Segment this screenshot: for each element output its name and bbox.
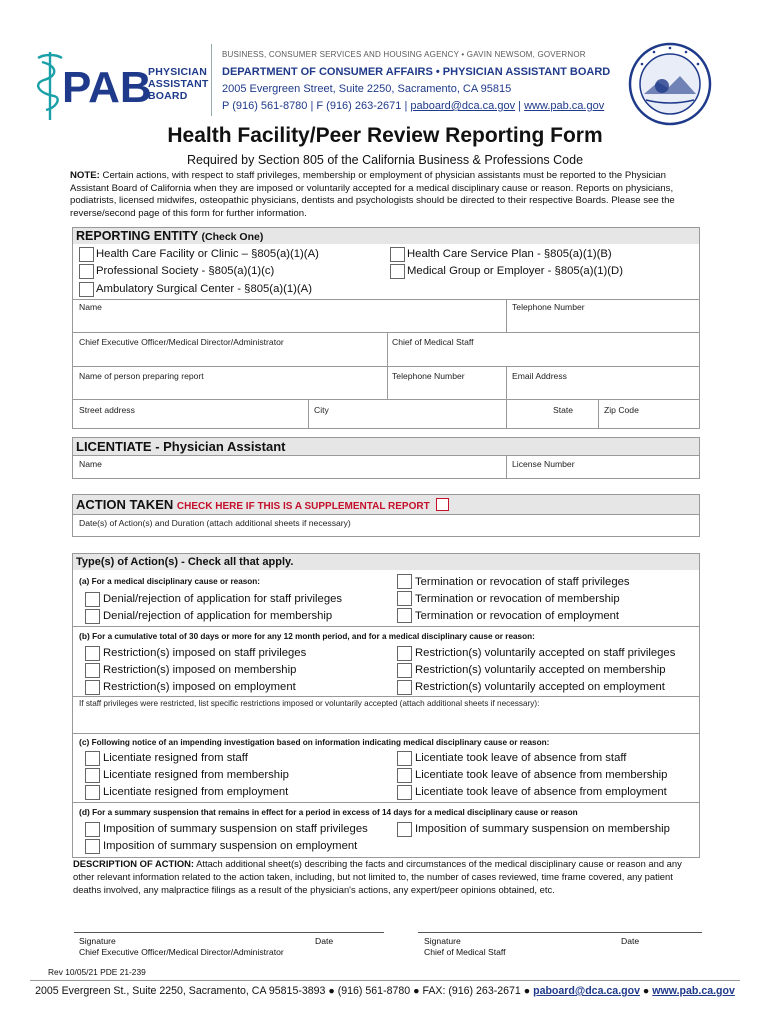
subsection-label: (a) [79,576,90,586]
subsection-text: For a cumulative total of 30 days or more for any 12 month period, and for a medical disciplinary cause or reason: [92,632,535,641]
checkbox-restriction-membership[interactable] [85,663,100,678]
city-field[interactable]: City [314,405,329,415]
subsection-label: (b) [79,631,90,641]
column-divider [387,332,388,366]
checkbox-voluntary-staff-privileges[interactable] [397,646,412,661]
heading-text: REPORTING ENTITY [76,229,199,243]
heading-note: (Check One) [201,231,264,243]
option-resigned-staff: Licentiate resigned from staff [103,752,248,764]
signature-label-left [79,936,284,958]
separator: ● [639,985,653,997]
california-seal-icon [628,42,712,126]
option-leave-membership: Licentiate took leave of absence from membership [415,769,668,781]
option-professional-society: Professional Society - §805(a)(1)(c) [96,265,275,277]
option-health-care-service-plan: Health Care Service Plan - §805(a)(1)(B) [407,248,612,260]
signature-title: Chief of Medical Staff [424,947,506,957]
date-label-left: Date [315,936,334,946]
board-address: 2005 Evergreen Street, Suite 2250, Sacramento, CA 95815 [222,83,512,95]
checkbox-health-care-facility[interactable] [79,247,94,262]
option-restriction-staff-privileges: Restriction(s) imposed on staff privileges [103,647,307,659]
description-of-action [73,857,699,896]
preparer-telephone-field[interactable]: Telephone Number [392,371,465,381]
logo-sub-line: ASSISTANT [148,78,209,90]
checkbox-ambulatory-surgical-center[interactable] [79,282,94,297]
logo-word: PAB [62,63,152,112]
option-voluntary-employment: Restriction(s) voluntarily accepted on employment [415,681,665,693]
board-contacts [222,100,604,112]
option-restriction-employment: Restriction(s) imposed on employment [103,681,296,693]
checkbox-voluntary-membership[interactable] [397,663,412,678]
option-voluntary-membership: Restriction(s) voluntarily accepted on membership [415,664,666,676]
option-termination-membership: Termination or revocation of membership [415,593,620,605]
row-divider [73,332,699,333]
column-divider [506,299,507,332]
subsection-b-title [79,631,535,641]
signature-label-right [424,936,506,958]
preparer-name-field[interactable]: Name of person preparing report [79,371,204,381]
signature-title: Chief Executive Officer/Medical Director/Administrator [79,947,284,957]
checkbox-medical-group[interactable] [390,264,405,279]
option-termination-staff-privileges: Termination or revocation of staff privileges [415,576,630,588]
footer-email-link[interactable]: paboard@dca.ca.gov [533,985,640,997]
state-field[interactable]: State [553,405,574,415]
footer-website-link[interactable]: www.pab.ca.gov [652,985,735,997]
agency-line: BUSINESS, CONSUMER SERVICES AND HOUSING AGENCY • GAVIN NEWSOM, GOVERNOR [222,50,586,59]
action-dates-field[interactable]: Date(s) of Action(s) and Duration (attach additional sheets if necessary) [79,518,351,528]
caduceus-icon [38,52,62,120]
checkbox-restriction-staff-privileges[interactable] [85,646,100,661]
checkbox-resigned-employment[interactable] [85,785,100,800]
checkbox-leave-membership[interactable] [397,768,412,783]
checkbox-termination-staff-privileges[interactable] [397,574,412,589]
checkbox-termination-employment[interactable] [397,608,412,623]
row-divider [73,696,699,697]
entity-name-field[interactable]: Name [79,302,102,312]
option-denial-staff-privileges: Denial/rejection of application for staff privileges [103,593,343,605]
checkbox-professional-society[interactable] [79,264,94,279]
row-divider [73,366,699,367]
heading-text: ACTION TAKEN [76,497,174,512]
checkbox-suspension-employment[interactable] [85,839,100,854]
option-suspension-employment: Imposition of summary suspension on employment [103,840,358,852]
footer [0,985,770,997]
column-divider [506,455,507,479]
logo-subtitle [148,66,209,102]
row-divider [73,733,699,734]
revision-code: Rev 10/05/21 PDE 21-239 [48,967,146,977]
option-termination-employment: Termination or revocation of employment [415,610,620,622]
option-medical-group: Medical Group or Employer - §805(a)(1)(D) [407,265,623,277]
option-leave-employment: Licentiate took leave of absence from employment [415,786,667,798]
row-divider [73,802,699,803]
option-health-care-facility: Health Care Facility or Clinic – §805(a)(1)(A) [96,248,319,260]
option-leave-staff: Licentiate took leave of absence from staff [415,752,627,764]
signature-caption: Signature [424,936,461,946]
description-label: DESCRIPTION OF ACTION: [73,858,195,869]
checkbox-resigned-staff[interactable] [85,751,100,766]
checkbox-restriction-employment[interactable] [85,680,100,695]
option-suspension-membership: Imposition of summary suspension on membership [415,823,670,835]
department-line: DEPARTMENT OF CONSUMER AFFAIRS • PHYSICIAN ASSISTANT BOARD [222,66,611,78]
footer-divider [30,980,740,981]
subsection-d-title [79,807,578,817]
subsection-label: (c) [79,737,90,747]
phone-fax: P (916) 561-8780 | F (916) 263-2671 | [222,100,411,112]
option-suspension-staff-privileges: Imposition of summary suspension on staff privileges [103,823,368,835]
reporting-entity-heading [73,228,699,244]
checkbox-leave-employment[interactable] [397,785,412,800]
column-divider [387,366,388,399]
option-resigned-employment: Licentiate resigned from employment [103,786,289,798]
separator: | [515,100,525,112]
logo-sub-line: PHYSICIAN [148,66,207,78]
subsection-text: Following notice of an impending investigation based on information indicating medical disciplinary cause or reason: [91,738,550,747]
checkbox-termination-membership[interactable] [397,591,412,606]
checkbox-suspension-staff-privileges[interactable] [85,822,100,837]
email-link[interactable]: paboard@dca.ca.gov [410,100,516,112]
signature-line-left[interactable] [74,932,384,933]
email-address-field[interactable]: Email Address [512,371,567,381]
restrictions-field[interactable]: If staff privileges were restricted, list specific restrictions imposed or voluntarily accepted (attach additional sheets if necessary): [79,699,540,708]
row-divider [73,626,699,627]
zip-code-field[interactable]: Zip Code [604,405,639,415]
row-divider [73,399,699,400]
subsection-c-title [79,737,549,747]
page-title: Health Facility/Peer Review Reporting Form [167,124,603,147]
subsection-label: (d) [79,807,90,817]
logo-sub-line: BOARD [148,90,188,102]
supplemental-label: CHECK HERE IF THIS IS A SUPPLEMENTAL REPORT [176,501,430,512]
option-voluntary-staff-privileges: Restriction(s) voluntarily accepted on staff privileges [415,647,676,659]
option-ambulatory-surgical-center: Ambulatory Surgical Center - §805(a)(1)(A) [96,283,312,295]
header-divider [211,44,212,116]
checkbox-leave-staff[interactable] [397,751,412,766]
option-denial-membership: Denial/rejection of application for membership [103,610,333,622]
action-taken-heading [73,495,699,514]
option-restriction-membership: Restriction(s) imposed on membership [103,664,297,676]
ceo-field[interactable]: Chief Executive Officer/Medical Director/Administrator [79,337,284,347]
footer-address: 2005 Evergreen St., Suite 2250, Sacramento, CA 95815-3893 ● (916) 561-8780 ● FAX: (916) 263-2671 ● [35,985,534,997]
subsection-text: For a medical disciplinary cause or reason: [91,577,261,586]
website-link[interactable]: www.pab.ca.gov [524,100,605,112]
action-types-heading: Type(s) of Action(s) - Check all that apply. [73,554,699,570]
column-divider [308,399,309,429]
note-label: NOTE: [70,170,100,181]
supplemental-report-checkbox[interactable] [436,498,449,511]
date-label-right: Date [621,936,640,946]
chief-medical-staff-field[interactable]: Chief of Medical Staff [392,337,474,347]
licentiate-name-field[interactable]: Name [79,459,102,469]
row-divider [73,299,699,300]
signature-caption: Signature [79,936,116,946]
licentiate-heading: LICENTIATE - Physician Assistant [73,438,699,455]
row-divider [73,514,699,515]
note-paragraph [70,170,702,220]
signature-line-right[interactable] [418,932,702,933]
checkbox-voluntary-employment[interactable] [397,680,412,695]
note-text: Certain actions, with respect to staff privileges, membership or employment of physician assistants must be reported to the Physician Assistant Board of California when they are imposed or voluntarily accepted for a medical disciplinary cause or reason. Reports on physicians, podiatrists, licensed midwifes, osteopathic physicians, dentists and psychologists should be directed to their respective Boards. Please see the reverse/second page of this form for further information. [70,170,675,219]
license-number-field[interactable]: License Number [512,459,575,469]
entity-telephone-field[interactable]: Telephone Number [512,302,585,312]
subsection-a-title [79,576,260,586]
column-divider [506,399,507,429]
street-address-field[interactable]: Street address [79,405,135,415]
checkbox-denial-staff-privileges[interactable] [85,592,100,607]
description-text: Attach additional sheet(s) describing the facts and circumstances of the medical disciplinary cause or reason and any other relevant information related to the action taken, including, but not limited to, the number of cases reviewed, time frame covered, any patient deaths involved, any malpractice filings as a result of the physician's actions, any expert/peer opinions obtained, etc. [73,858,682,895]
page-subtitle: Required by Section 805 of the California Business & Professions Code [186,153,584,167]
checkbox-suspension-membership[interactable] [397,822,412,837]
checkbox-resigned-membership[interactable] [85,768,100,783]
column-divider [506,366,507,399]
checkbox-denial-membership[interactable] [85,609,100,624]
checkbox-health-care-service-plan[interactable] [390,247,405,262]
row-divider [73,455,699,456]
option-resigned-membership: Licentiate resigned from membership [103,769,289,781]
subsection-text: For a summary suspension that remains in effect for a period in excess of 14 days for a medical disciplinary cause or reason [92,808,578,817]
column-divider [598,399,599,429]
